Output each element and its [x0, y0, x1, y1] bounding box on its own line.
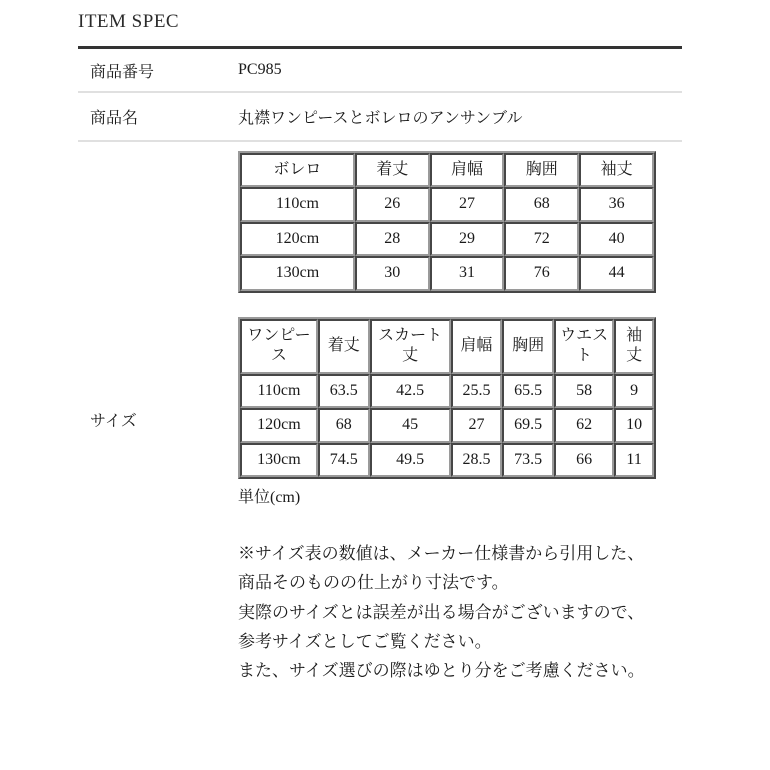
table-row [240, 222, 654, 256]
cell-value: 58 [554, 374, 614, 408]
cell-value: 73.5 [502, 443, 554, 477]
cell-value: 10 [614, 408, 654, 442]
table-row [78, 92, 682, 141]
column-header-bust: 胸囲 [504, 153, 579, 187]
cell-value: 69.5 [502, 408, 554, 442]
spec-label-product-code [78, 48, 238, 93]
cell-value: 28.5 [451, 443, 503, 477]
column-header-length: 着丈 [355, 153, 430, 187]
cell-value: 45 [370, 408, 451, 442]
bolero-size-table [238, 151, 656, 293]
cell-value: 65.5 [502, 374, 554, 408]
column-header-dress: ワンピース [240, 319, 318, 374]
cell-value: 62 [554, 408, 614, 442]
column-header-bolero: ボレロ [240, 153, 355, 187]
table-row [240, 187, 654, 221]
caution-line: ※サイズ表の数値は、メーカー仕様書から引用した、商品そのものの仕上がり寸法です。 [238, 544, 645, 593]
column-header-waist: ウエスト [554, 319, 614, 374]
spec-value-size [238, 141, 682, 697]
cell-value: 68 [504, 187, 579, 221]
cell-size: 130cm [240, 443, 318, 477]
cell-value: 63.5 [318, 374, 370, 408]
table-row [240, 256, 654, 290]
caution-line: 実際のサイズとは誤差が出る場合がございますので、参考サイズとしてご覧ください。 [238, 602, 645, 651]
cell-value: 9 [614, 374, 654, 408]
cell-value: 68 [318, 408, 370, 442]
cell-size: 110cm [240, 374, 318, 408]
caution-line: また、サイズ選びの際はゆとり分をご考慮ください。 [238, 661, 645, 681]
column-header-sleeve: 袖丈 [614, 319, 654, 374]
table-row [240, 374, 654, 408]
size-block [238, 142, 682, 697]
cell-value: 40 [579, 222, 654, 256]
spec-value-product-name: 丸襟ワンピースとボレロのアンサンブル [238, 92, 682, 141]
page-title: ITEM SPEC [78, 11, 180, 32]
cell-value: 25.5 [451, 374, 503, 408]
spec-label-product-name [78, 92, 238, 141]
cell-size: 120cm [240, 222, 355, 256]
spec-label-size [78, 141, 238, 697]
spec-label-text: 商品番号 [90, 63, 155, 81]
cell-value: 49.5 [370, 443, 451, 477]
spec-value-product-code: PC985 [238, 48, 682, 93]
cell-size: 130cm [240, 256, 355, 290]
table-header-row [240, 153, 654, 187]
cell-value: 66 [554, 443, 614, 477]
cell-value: 29 [430, 222, 505, 256]
cell-size: 110cm [240, 187, 355, 221]
table-row [240, 443, 654, 477]
cell-value: 31 [430, 256, 505, 290]
cell-value: 26 [355, 187, 430, 221]
cell-value: 76 [504, 256, 579, 290]
column-header-skirt-length: スカート丈 [370, 319, 451, 374]
cell-value: 36 [579, 187, 654, 221]
table-row [78, 48, 682, 93]
cell-value: 72 [504, 222, 579, 256]
column-header-length: 着丈 [318, 319, 370, 374]
table-row [78, 141, 682, 697]
cell-value: 27 [451, 408, 503, 442]
cell-value: 11 [614, 443, 654, 477]
cell-value: 27 [430, 187, 505, 221]
spec-table [78, 46, 682, 697]
table-row [240, 408, 654, 442]
column-header-sleeve: 袖丈 [579, 153, 654, 187]
column-header-shoulder: 肩幅 [451, 319, 503, 374]
cell-value: 30 [355, 256, 430, 290]
cell-value: 28 [355, 222, 430, 256]
column-header-shoulder: 肩幅 [430, 153, 505, 187]
cell-value: 44 [579, 256, 654, 290]
cell-size: 120cm [240, 408, 318, 442]
table-header-row [240, 319, 654, 374]
table-spacer [238, 293, 682, 317]
column-header-bust: 胸囲 [502, 319, 554, 374]
cell-value: 74.5 [318, 443, 370, 477]
spec-label-text: 商品名 [90, 110, 139, 127]
cell-value: 42.5 [370, 374, 451, 408]
dress-size-table [238, 317, 656, 479]
unit-note: 単位(cm) [238, 489, 301, 507]
size-caution-note [238, 539, 648, 685]
spec-label-text: サイズ [90, 413, 137, 431]
